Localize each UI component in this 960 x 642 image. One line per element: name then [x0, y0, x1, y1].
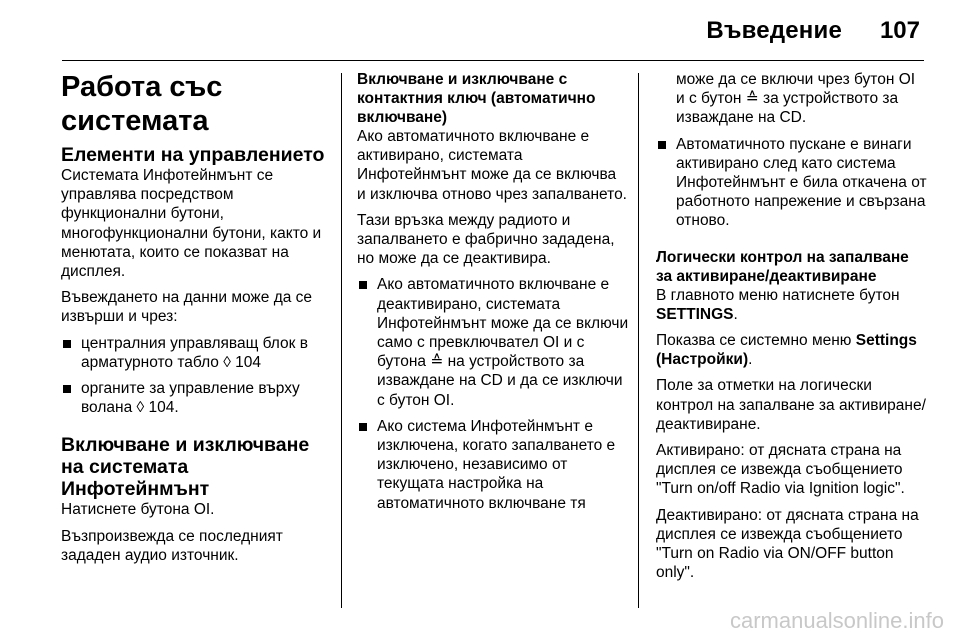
- page-title: Работа със системата: [61, 71, 223, 137]
- header-title: Въведение: [706, 17, 842, 44]
- bullet-list: [656, 70, 928, 231]
- punctuation: .: [748, 351, 753, 369]
- punctuation: .: [733, 305, 738, 323]
- list-item-text: Ако автоматичното включване е деактивирано, системата Инфотейнмънт може да се включи само с превключвател OI и с бутона ≙ на устройството за изваждане на CD и да се изключи с бутон OI.: [377, 276, 629, 409]
- bullet-icon: [359, 423, 367, 431]
- paragraph: Поле за отметки на логически контрол на запалване за активиране/деактивиране.: [656, 377, 926, 433]
- paragraph-text: В главното меню натиснете бутон: [656, 286, 900, 304]
- bullet-icon: [63, 340, 71, 348]
- column-1: [61, 70, 333, 572]
- header-rule: [62, 60, 924, 61]
- section-heading-controls: Елементи на управлението: [61, 144, 325, 166]
- list-item: [357, 417, 629, 513]
- paragraph-text: Показва се системно меню: [656, 332, 852, 350]
- paragraph: [656, 286, 928, 324]
- bullet-icon: [658, 141, 666, 149]
- paragraph: Тази връзка между радиото и запалването е фабрично зададена, но може да се деактивира.: [357, 211, 615, 268]
- bullet-list: [357, 275, 629, 512]
- list-item-text: Автоматичното пускане е винаги активирано след като система Инфотейнмънт е била откачена от работното напрежение и свързана отново.: [676, 135, 927, 230]
- watermark: carmanualsonline.info: [729, 608, 944, 633]
- list-item: [61, 334, 333, 372]
- list-item: [357, 275, 629, 409]
- settings-menu-label: Settings (Настройки): [656, 332, 917, 369]
- paragraph: Системата Инфотейнмънт се управлява посредством функционални бутони, многофункционални бутони, както и менютата, които се показват на дисплея.: [61, 167, 322, 281]
- page-header: [0, 0, 960, 58]
- paragraph: Въвеждането на данни може да се извърши и чрез:: [61, 289, 313, 326]
- list-item-text: Ако система Инфотейнмънт е изключена, когато запалването е изключено, независимо от текущата настройка на автоматичното включване тя: [377, 417, 616, 512]
- page-number: 107: [879, 17, 920, 44]
- column-3: [656, 70, 928, 589]
- section-heading-power: Включване и изключване на системата Инфотейнмънт: [61, 434, 310, 501]
- settings-button-label: SETTINGS: [656, 305, 734, 323]
- bullet-icon: [63, 385, 71, 393]
- column-divider: [341, 73, 342, 608]
- list-item-text: може да се включи чрез бутон OI и с бутон ≙ за устройството за изваждане на CD.: [676, 71, 916, 127]
- bullet-list: [61, 334, 333, 418]
- paragraph: Ако автоматичното включване е активирано, системата Инфотейнмънт може да се включва и изключва отново чрез запалването.: [357, 128, 627, 203]
- paragraph: Деактивирано: от дясната страна на дисплея се извежда съобщението "Turn on Radio via ON/OFF button only".: [656, 506, 919, 582]
- section-heading-logic: Логически контрол на запалване за активиране/деактивиране: [656, 248, 909, 285]
- list-item: [656, 135, 928, 231]
- paragraph: Възпроизвежда се последният зададен аудио източник.: [61, 527, 283, 564]
- column-2: [357, 70, 629, 520]
- bullet-icon: [359, 281, 367, 289]
- paragraph: Натиснете бутона OI.: [61, 501, 215, 519]
- section-heading-ignition: Включване и изключване с контактния ключ (автоматично включване): [357, 71, 596, 126]
- list-item-continued: [656, 70, 928, 128]
- paragraph: Активирано: от дясната страна на дисплея се извежда съобщението "Turn on/off Radio via Ignition logic".: [656, 442, 905, 498]
- column-divider: [638, 73, 639, 608]
- list-item-text: органите за управление върху волана ◊ 104.: [81, 380, 300, 417]
- paragraph: [656, 331, 928, 369]
- list-item-text: централния управляващ блок в арматурното табло ◊ 104: [81, 334, 308, 371]
- list-item: [61, 379, 333, 417]
